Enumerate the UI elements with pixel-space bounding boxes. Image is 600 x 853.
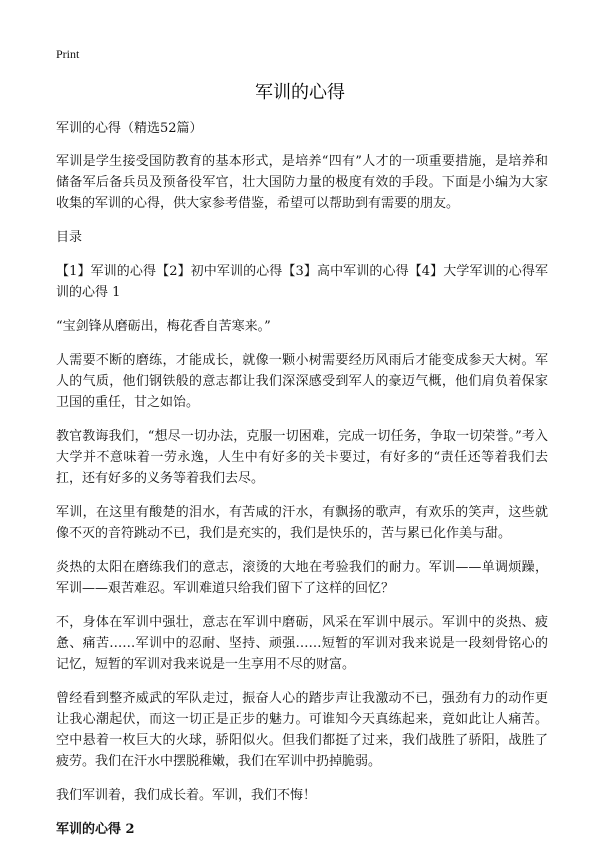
print-link[interactable]: Print bbox=[56, 47, 80, 61]
article-body bbox=[56, 118, 548, 853]
body-paragraph: 炎热的太阳在磨练我们的意志，滚烫的大地在考验我们的耐力。军训——单调烦躁，军训——艰苦难忍。军训难道只给我们留下了这样的回忆？ bbox=[56, 560, 548, 596]
body-paragraph: 教官教诲我们，“想尽一切办法，克服一切困难，完成一切任务，争取一切荣誉。”考入大学并不意味着一劳永逸，人生中有好多的关卡要过，有好多的“责任还等着我们去扛，还有好多的义务等着我们去尽。 bbox=[56, 429, 548, 486]
toc-label: 目录 bbox=[56, 230, 83, 245]
section-heading: 军训的心得 2 bbox=[56, 822, 135, 837]
body-paragraph: 我们军训着，我们成长着。军训，我们不悔！ bbox=[56, 788, 317, 803]
intro-paragraph: 军训是学生接受国防教育的基本形式，是培养“四有”人才的一项重要措施，是培养和储备军后备兵员及预备役军官，壮大国防力量的极度有效的手段。下面是小编为大家收集的军训的心得，供大家参考借鉴，希望可以帮助到有需要的朋友。 bbox=[56, 154, 548, 211]
body-paragraph: 曾经看到整齐威武的军队走过，振奋人心的踏步声让我激动不已，强劲有力的动作更让我心潮起伏，而这一切正是正步的魅力。可谁知今天真练起来，竟如此让人痛苦。空中悬着一枚巨大的火球，骄阳似火。但我们都挺了过来，我们战胜了骄阳，战胜了疲劳。我们在汗水中摆脱稚嫩，我们在军训中扔掉脆弱。 bbox=[56, 691, 548, 769]
body-paragraph: 不，身体在军训中强壮，意志在军训中磨砺，风采在军训中展示。军训中的炎热、疲惫、痛苦……军训中的忍耐、坚持、顽强……短暂的军训对我来说是一段刻骨铭心的记忆，短暂的军训对我来说是一生享用不尽的财富。 bbox=[56, 615, 548, 672]
body-paragraph: 人需要不断的磨练，才能成长，就像一颗小树需要经历风雨后才能变成参天大树。军人的气质，他们钢铁般的意志都让我们深深感受到军人的豪迈气概，他们肩负着保家卫国的重任，甘之如饴。 bbox=[56, 353, 548, 410]
quote-paragraph: “宝剑锋从磨砺出，梅花香自苦寒来。” bbox=[56, 319, 271, 334]
toc-entries[interactable]: 【1】军训的心得【2】初中军训的心得【3】高中军训的心得【4】大学军训的心得军训的心得 1 bbox=[56, 264, 548, 300]
article-subtitle: 军训的心得（精选52篇） bbox=[56, 121, 203, 136]
body-paragraph: 军训，在这里有酸楚的泪水，有苦咸的汗水，有飘扬的歌声，有欢乐的笑声，这些就像不灭的音符跳动不已，我们是充实的，我们是快乐的，苦与累已化作美与甜。 bbox=[56, 505, 548, 541]
page-title: 军训的心得 bbox=[255, 82, 345, 103]
